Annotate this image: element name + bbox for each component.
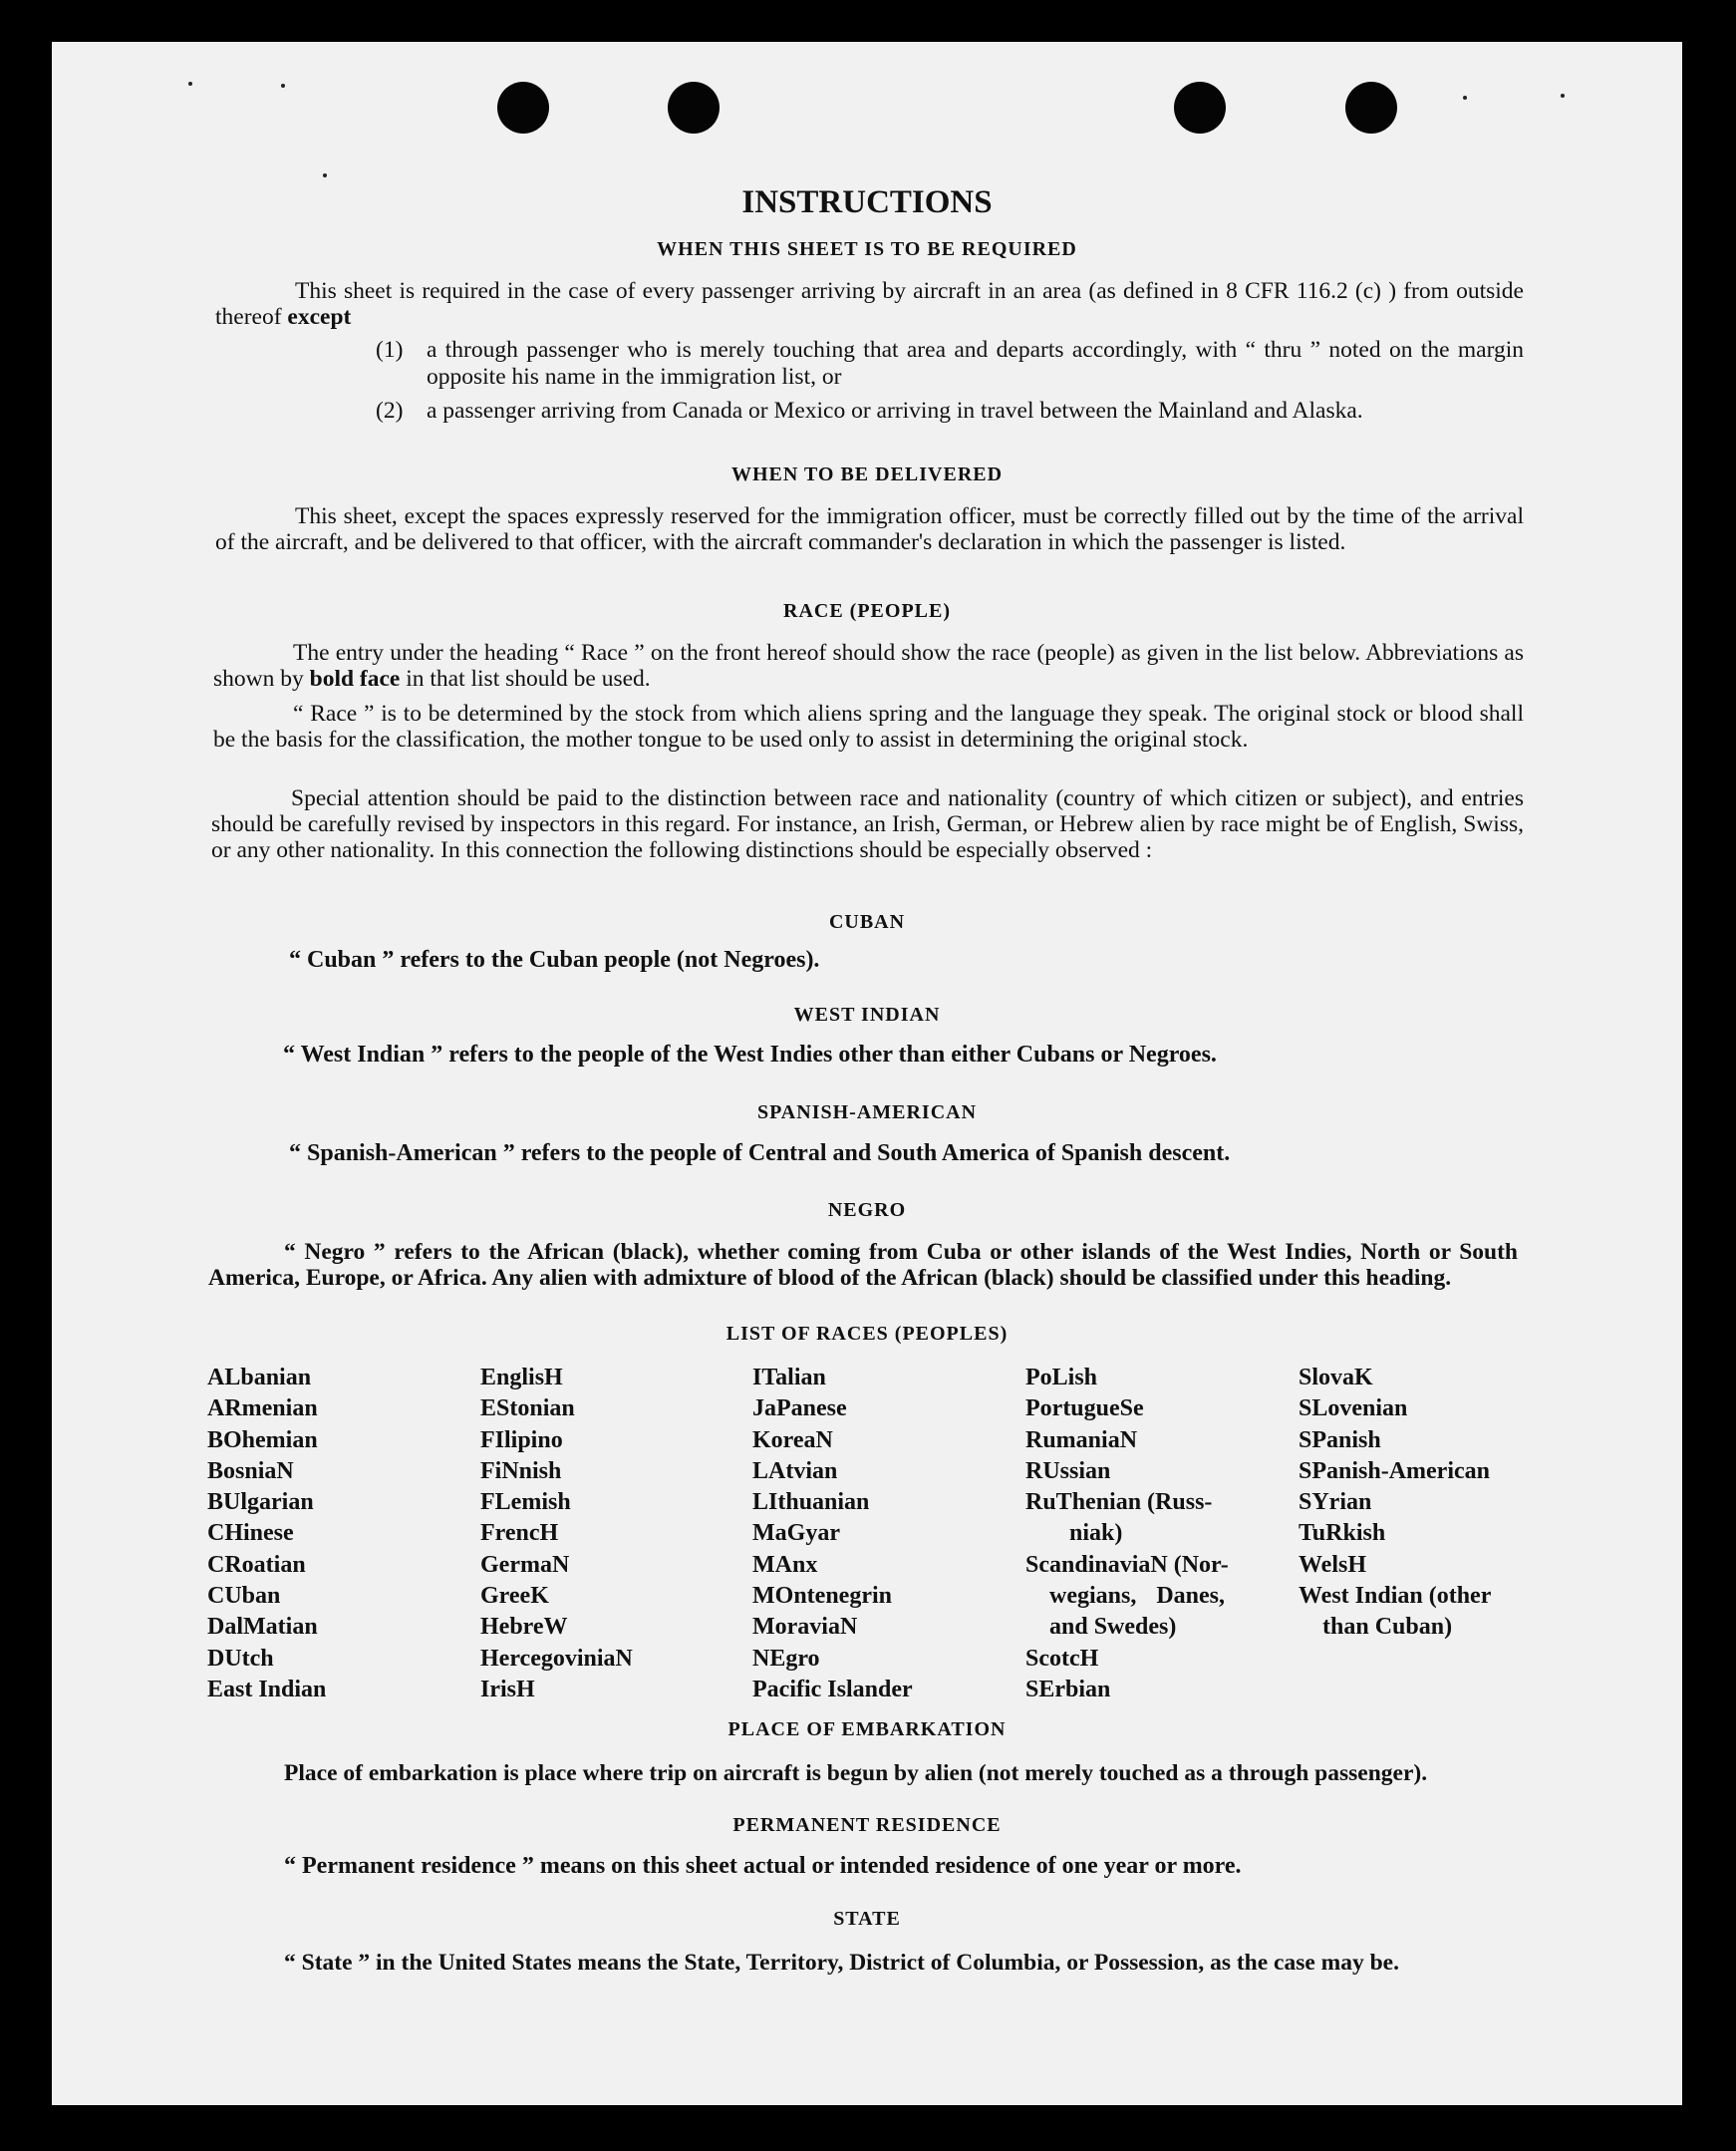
heading-embarkation: PLACE OF EMBARKATION bbox=[727, 1718, 1007, 1740]
race-entry: HercegoviniaN bbox=[480, 1645, 633, 1672]
cuban-text: “ Cuban ” refers to the Cuban people (not Negroes). bbox=[289, 947, 820, 973]
punch-hole bbox=[668, 82, 720, 134]
required-intro: This sheet is required in the case of every passenger arriving by aircraft in an area (as defined in 8 CFR 116.2 (c) ) from outside thereof except bbox=[215, 278, 1524, 330]
heading-residence: PERMANENT RESIDENCE bbox=[732, 1814, 1002, 1836]
race-column-2 bbox=[480, 1363, 633, 1705]
heading-list-of-races: LIST OF RACES (PEOPLES) bbox=[725, 1323, 1009, 1345]
race-entry: SlovaK bbox=[1299, 1365, 1373, 1390]
west-indian-text: “ West Indian ” refers to the people of the West Indies other than either Cubans or Negroes. bbox=[283, 1042, 1217, 1068]
race-entry: CUban bbox=[207, 1583, 281, 1610]
race-column-4 bbox=[1025, 1363, 1229, 1705]
race-entry: EnglisH bbox=[480, 1365, 563, 1390]
race-entry: LAtvian bbox=[752, 1457, 838, 1484]
race-entry: IrisH bbox=[480, 1676, 535, 1702]
speck bbox=[323, 173, 327, 177]
heading-delivered: WHEN TO BE DELIVERED bbox=[730, 463, 1004, 485]
race-entry: than Cuban) bbox=[1322, 1614, 1453, 1641]
race-column-5 bbox=[1299, 1363, 1491, 1644]
race-entry: SPanish bbox=[1299, 1426, 1381, 1453]
race-p2: “ Race ” is to be determined by the stock from which aliens spring and the language they speak. The original stock or blood shall be the basis for the classification, the mother tongue to be used only to assist in determining the original stock. bbox=[213, 701, 1524, 753]
punch-hole bbox=[497, 82, 549, 134]
race-entry: SYrian bbox=[1299, 1489, 1372, 1516]
delivered-text: This sheet, except the spaces expressly reserved for the immigration officer, must be correctly filled out by the time of the arrival of the aircraft, and be delivered to that officer, with the aircraft commander's declaration in which the passenger is listed. bbox=[215, 503, 1524, 555]
race-entry: CRoatian bbox=[207, 1551, 306, 1578]
race-entry: FLemish bbox=[480, 1489, 571, 1516]
race-entry: ScandinaviaN (Nor- bbox=[1025, 1551, 1229, 1578]
race-entry: ScotcH bbox=[1025, 1645, 1099, 1672]
heading-cuban: CUBAN bbox=[828, 911, 906, 933]
race-entry: BUlgarian bbox=[207, 1489, 314, 1516]
race-entry: BosniaN bbox=[207, 1457, 294, 1484]
embarkation-text: Place of embarkation is place where trip on aircraft is begun by alien (not merely touched as a through passenger). bbox=[284, 1760, 1428, 1786]
required-item-1: a through passenger who is merely touching that area and departs accordingly, with “ thru ” noted on the margin opposite his name in the immigration list, or bbox=[427, 337, 1524, 390]
punch-hole bbox=[1174, 82, 1226, 134]
heading-negro: NEGRO bbox=[827, 1199, 907, 1221]
state-text: “ State ” in the United States means the State, Territory, District of Columbia, or Possession, as the case may be. bbox=[284, 1950, 1399, 1976]
race-entry: FrencH bbox=[480, 1520, 559, 1547]
race-entry: MOntenegrin bbox=[752, 1583, 892, 1610]
race-entry: RumaniaN bbox=[1025, 1426, 1138, 1453]
race-entry: PortugueSe bbox=[1025, 1395, 1144, 1422]
race-entry: and Swedes) bbox=[1049, 1614, 1177, 1641]
race-entry: ITalian bbox=[752, 1365, 826, 1390]
race-entry: MAnx bbox=[752, 1551, 818, 1578]
race-entry: DUtch bbox=[207, 1645, 274, 1672]
race-entry: KoreaN bbox=[752, 1426, 833, 1453]
residence-text: “ Permanent residence ” means on this sheet actual or intended residence of one year or more. bbox=[284, 1853, 1242, 1879]
race-entry: MoraviaN bbox=[752, 1614, 858, 1641]
race-entry: WelsH bbox=[1299, 1551, 1367, 1578]
speck bbox=[1561, 94, 1565, 98]
race-entry: wegians, Danes, bbox=[1049, 1583, 1226, 1610]
race-entry: DalMatian bbox=[207, 1614, 318, 1641]
race-entry: CHinese bbox=[207, 1520, 294, 1547]
race-entry: JaPanese bbox=[752, 1395, 847, 1422]
race-entry: FiNnish bbox=[480, 1457, 562, 1484]
heading-spanish-american: SPANISH-AMERICAN bbox=[756, 1101, 978, 1123]
speck bbox=[1463, 96, 1467, 100]
race-p1: The entry under the heading “ Race ” on the front hereof should show the race (people) as given in the list below. Abbreviations as shown by bold face in that list should be used. bbox=[213, 640, 1524, 692]
race-entry: BOhemian bbox=[207, 1426, 318, 1453]
race-entry: SErbian bbox=[1025, 1676, 1111, 1702]
required-item-2: a passenger arriving from Canada or Mexico or arriving in travel between the Mainland and Alaska. bbox=[427, 398, 1363, 424]
speck bbox=[188, 82, 192, 86]
race-entry: EStonian bbox=[480, 1395, 575, 1422]
race-entry: HebreW bbox=[480, 1614, 568, 1641]
item-number: (2) bbox=[376, 398, 404, 424]
race-entry: West Indian (other bbox=[1299, 1583, 1492, 1610]
race-entry: FIlipino bbox=[480, 1426, 563, 1453]
race-entry: TuRkish bbox=[1299, 1520, 1386, 1547]
race-entry: niak) bbox=[1069, 1520, 1123, 1547]
heading-state: STATE bbox=[833, 1908, 901, 1930]
heading-west-indian: WEST INDIAN bbox=[793, 1004, 941, 1026]
race-entry: SPanish-American bbox=[1299, 1457, 1490, 1484]
speck bbox=[281, 84, 285, 88]
race-entry: Pacific Islander bbox=[752, 1676, 913, 1702]
race-entry: East Indian bbox=[207, 1676, 327, 1702]
heading-race: RACE (PEOPLE) bbox=[783, 600, 951, 622]
race-entry: GreeK bbox=[480, 1583, 549, 1610]
negro-text: “ Negro ” refers to the African (black), whether coming from Cuba or other islands of the West Indies, North or South America, Europe, or Africa. Any alien with admixture of blood of the African (black) should be classified under this heading. bbox=[208, 1239, 1518, 1291]
race-column-3 bbox=[752, 1363, 913, 1705]
race-entry: PoLish bbox=[1025, 1365, 1098, 1390]
item-number: (1) bbox=[376, 337, 404, 363]
race-entry: LIthuanian bbox=[752, 1489, 870, 1516]
page-title: INSTRUCTIONS bbox=[741, 184, 993, 220]
punch-hole bbox=[1345, 82, 1397, 134]
race-entry: NEgro bbox=[752, 1645, 820, 1672]
race-entry: GermaN bbox=[480, 1551, 570, 1578]
heading-required: WHEN THIS SHEET IS TO BE REQUIRED bbox=[657, 238, 1077, 260]
race-entry: MaGyar bbox=[752, 1520, 840, 1547]
race-entry: RUssian bbox=[1025, 1457, 1111, 1484]
race-entry: ALbanian bbox=[207, 1365, 312, 1390]
race-p3: Special attention should be paid to the distinction between race and nationality (country of which citizen or subject), and entries should be carefully revised by inspectors in this regard. For instance, an Irish, German, or Hebrew alien by race might be of English, Swiss, or any other nationality. In this connection the following distinctions should be especially observed : bbox=[211, 785, 1524, 863]
race-entry: RuThenian (Russ- bbox=[1025, 1489, 1213, 1516]
race-column-1 bbox=[207, 1363, 326, 1705]
race-entry: ARmenian bbox=[207, 1395, 318, 1422]
spanish-american-text: “ Spanish-American ” refers to the people of Central and South America of Spanish descent. bbox=[289, 1140, 1231, 1166]
race-entry: SLovenian bbox=[1299, 1395, 1408, 1422]
